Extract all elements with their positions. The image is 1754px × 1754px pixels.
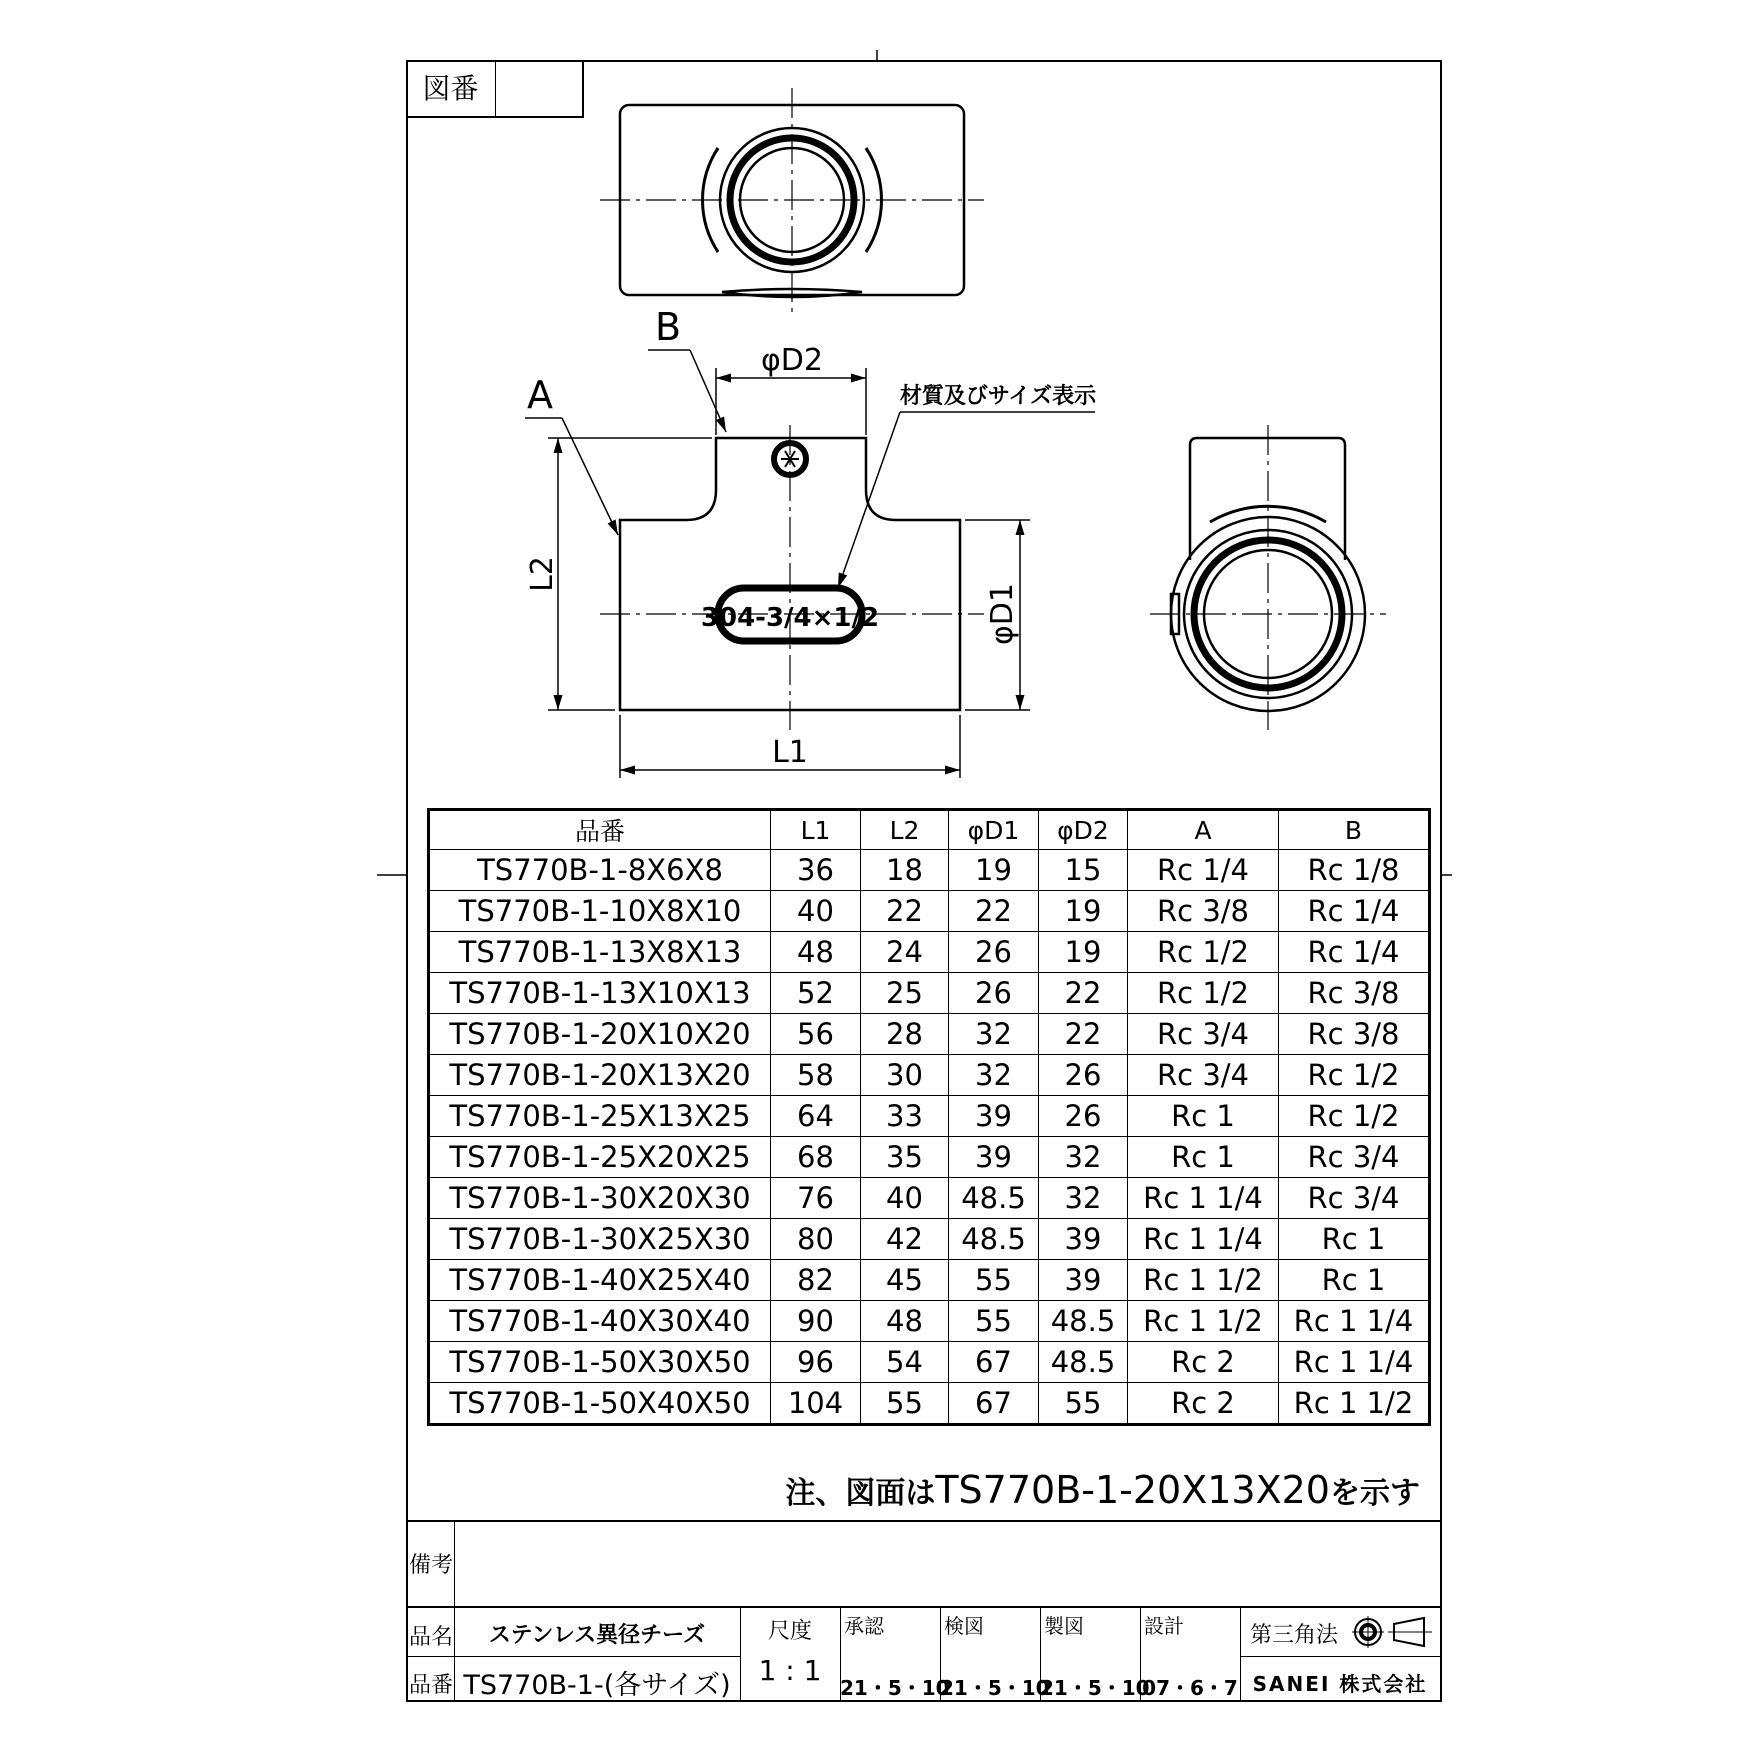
cell: Rc 3/4 xyxy=(1128,1055,1279,1096)
checked-label: 検図 xyxy=(944,1614,984,1638)
table-row xyxy=(429,1137,1430,1178)
note-suffix: を示す xyxy=(1330,1476,1420,1511)
cell: 90 xyxy=(771,1301,861,1342)
cell: 76 xyxy=(771,1178,861,1219)
top-view xyxy=(600,88,984,312)
cell: Rc 1/4 xyxy=(1279,891,1430,932)
title-block xyxy=(406,1520,1442,1702)
cell: TS770B-1-25X20X25 xyxy=(429,1137,771,1178)
cell: 32 xyxy=(949,1055,1039,1096)
header-part-number: 品番 xyxy=(429,810,771,850)
cell: TS770B-1-8X6X8 xyxy=(429,850,771,891)
cell: 55 xyxy=(1039,1383,1128,1425)
side-view xyxy=(1150,425,1386,730)
cell: Rc 3/4 xyxy=(1128,1014,1279,1055)
number-label: 品番 xyxy=(408,1673,453,1698)
cell: TS770B-1-13X8X13 xyxy=(429,932,771,973)
table-row xyxy=(429,1014,1430,1055)
cell: 26 xyxy=(949,973,1039,1014)
remarks-label: 備考 xyxy=(408,1553,453,1578)
cell: 82 xyxy=(771,1260,861,1301)
cell: 28 xyxy=(861,1014,949,1055)
cell: TS770B-1-13X10X13 xyxy=(429,973,771,1014)
cell: 33 xyxy=(861,1096,949,1137)
cell: Rc 1/4 xyxy=(1279,932,1430,973)
table-row xyxy=(429,1055,1430,1096)
cell: TS770B-1-20X10X20 xyxy=(429,1014,771,1055)
name-label: 品名 xyxy=(408,1625,453,1650)
cell: 68 xyxy=(771,1137,861,1178)
cell: TS770B-1-25X13X25 xyxy=(429,1096,771,1137)
cell: 22 xyxy=(1039,973,1128,1014)
cell: Rc 1/2 xyxy=(1128,973,1279,1014)
cell: 55 xyxy=(949,1301,1039,1342)
cell: 52 xyxy=(771,973,861,1014)
note-model: TS770B-1-20X13X20 xyxy=(935,1468,1330,1512)
dimension-table xyxy=(427,808,1431,1426)
cell: 104 xyxy=(771,1383,861,1425)
drawing-note xyxy=(700,1468,1420,1512)
cell: 22 xyxy=(1039,1014,1128,1055)
cell: 32 xyxy=(1039,1137,1128,1178)
approved-date: 21・5・10 xyxy=(840,1676,950,1700)
cell: Rc 1/8 xyxy=(1279,850,1430,891)
cell: TS770B-1-40X30X40 xyxy=(429,1301,771,1342)
cell: 39 xyxy=(1039,1260,1128,1301)
cell: Rc 3/4 xyxy=(1279,1137,1430,1178)
scale-value: 1 : 1 xyxy=(758,1654,822,1687)
front-view xyxy=(600,425,984,730)
drawn-label: 製図 xyxy=(1044,1614,1084,1638)
cell: TS770B-1-50X40X50 xyxy=(429,1383,771,1425)
cell: Rc 1 1/4 xyxy=(1279,1342,1430,1383)
cell: 22 xyxy=(949,891,1039,932)
cell: 48.5 xyxy=(1039,1301,1128,1342)
table-row xyxy=(429,850,1430,891)
cell: 19 xyxy=(1039,891,1128,932)
table-row xyxy=(429,1383,1430,1425)
label-l2: L2 xyxy=(525,556,560,592)
cell: 55 xyxy=(949,1260,1039,1301)
label-a: A xyxy=(527,373,553,417)
cell: 26 xyxy=(1039,1055,1128,1096)
cell: 64 xyxy=(771,1096,861,1137)
designed-label: 設計 xyxy=(1144,1614,1184,1638)
label-l1: L1 xyxy=(772,735,808,770)
cell: 18 xyxy=(861,850,949,891)
header-b: B xyxy=(1279,810,1430,850)
cell: 96 xyxy=(771,1342,861,1383)
approved-label: 承認 xyxy=(844,1614,884,1638)
cell: Rc 1 xyxy=(1279,1260,1430,1301)
cell: Rc 3/8 xyxy=(1279,973,1430,1014)
label-d2: φD2 xyxy=(761,343,823,378)
cell: 19 xyxy=(949,850,1039,891)
cell: 56 xyxy=(771,1014,861,1055)
drawn-date: 21・5・10 xyxy=(1040,1676,1150,1700)
cell: TS770B-1-40X25X40 xyxy=(429,1260,771,1301)
projection-label: 第三角法 xyxy=(1250,1623,1339,1648)
cell: Rc 2 xyxy=(1128,1383,1279,1425)
header-l2: L2 xyxy=(861,810,949,850)
cell: Rc 1 1/2 xyxy=(1128,1301,1279,1342)
cell: 39 xyxy=(949,1137,1039,1178)
cell: 40 xyxy=(771,891,861,932)
checked-date: 21・5・10 xyxy=(940,1676,1050,1700)
cell: 32 xyxy=(949,1014,1039,1055)
cell: 45 xyxy=(861,1260,949,1301)
cell: 48.5 xyxy=(949,1219,1039,1260)
cell: 32 xyxy=(1039,1178,1128,1219)
cell: Rc 3/8 xyxy=(1279,1014,1430,1055)
cell: Rc 3/8 xyxy=(1128,891,1279,932)
cell: 25 xyxy=(861,973,949,1014)
cell: 48 xyxy=(861,1301,949,1342)
label-b: B xyxy=(654,305,682,349)
cell: Rc 1 1/4 xyxy=(1128,1178,1279,1219)
cell: 55 xyxy=(861,1383,949,1425)
cell: 26 xyxy=(949,932,1039,973)
table-row xyxy=(429,1342,1430,1383)
cell: 19 xyxy=(1039,932,1128,973)
dimension-lines xyxy=(525,350,1095,778)
cell: Rc 3/4 xyxy=(1279,1178,1430,1219)
cell: Rc 1 xyxy=(1128,1096,1279,1137)
cell: 67 xyxy=(949,1342,1039,1383)
cell: 80 xyxy=(771,1219,861,1260)
table-row xyxy=(429,1219,1430,1260)
number-value: TS770B-1-(各サイズ) xyxy=(463,1670,731,1701)
cell: Rc 1/2 xyxy=(1279,1055,1430,1096)
cell: 39 xyxy=(1039,1219,1128,1260)
scale-label: 尺度 xyxy=(767,1619,812,1644)
material-callout: 材質及びサイズ表示 xyxy=(899,384,1097,409)
table-row xyxy=(429,1301,1430,1342)
third-angle-projection-icon xyxy=(1352,1614,1436,1650)
cell: Rc 1/4 xyxy=(1128,850,1279,891)
cell: Rc 1 1/2 xyxy=(1128,1260,1279,1301)
cell: Rc 1/2 xyxy=(1279,1096,1430,1137)
drawing-number-label: 図番 xyxy=(406,60,496,118)
header-d2: φD2 xyxy=(1039,810,1128,850)
cell: Rc 1 xyxy=(1279,1219,1430,1260)
cell: TS770B-1-30X25X30 xyxy=(429,1219,771,1260)
table-row xyxy=(429,1096,1430,1137)
cell: Rc 1 1/4 xyxy=(1279,1301,1430,1342)
cell: 39 xyxy=(949,1096,1039,1137)
cell: 48.5 xyxy=(949,1178,1039,1219)
name-value: ステンレス異径チーズ xyxy=(488,1623,706,1648)
cell: 36 xyxy=(771,850,861,891)
cell: 26 xyxy=(1039,1096,1128,1137)
table-row xyxy=(429,973,1430,1014)
cell: 48 xyxy=(771,932,861,973)
center-marks xyxy=(377,50,1452,875)
cell: 15 xyxy=(1039,850,1128,891)
cell: 24 xyxy=(861,932,949,973)
company-name: SANEI 株式会社 xyxy=(1252,1672,1428,1696)
cell: TS770B-1-30X20X30 xyxy=(429,1178,771,1219)
note-prefix: 注、図面は xyxy=(785,1476,936,1511)
cell: 22 xyxy=(861,891,949,932)
marking-text: 304-3/4×1/2 xyxy=(700,603,880,633)
cell: 48.5 xyxy=(1039,1342,1128,1383)
cell: 42 xyxy=(861,1219,949,1260)
cell: Rc 1 1/4 xyxy=(1128,1219,1279,1260)
header-d1: φD1 xyxy=(949,810,1039,850)
cell: Rc 1 xyxy=(1128,1137,1279,1178)
cell: 30 xyxy=(861,1055,949,1096)
table-header-row xyxy=(429,810,1430,850)
designed-date: 07・6・7 xyxy=(1142,1676,1238,1700)
header-a: A xyxy=(1128,810,1279,850)
cell: TS770B-1-20X13X20 xyxy=(429,1055,771,1096)
cell: Rc 2 xyxy=(1128,1342,1279,1383)
cell: 54 xyxy=(861,1342,949,1383)
cell: 67 xyxy=(949,1383,1039,1425)
cell: Rc 1 1/2 xyxy=(1279,1383,1430,1425)
table-row xyxy=(429,932,1430,973)
header-l1: L1 xyxy=(771,810,861,850)
cell: 40 xyxy=(861,1178,949,1219)
cell: TS770B-1-50X30X50 xyxy=(429,1342,771,1383)
cell: 35 xyxy=(861,1137,949,1178)
label-d1: φD1 xyxy=(985,583,1020,645)
table-row xyxy=(429,1260,1430,1301)
table-row xyxy=(429,1178,1430,1219)
table-row xyxy=(429,891,1430,932)
cell: Rc 1/2 xyxy=(1128,932,1279,973)
cell: TS770B-1-10X8X10 xyxy=(429,891,771,932)
cell: 58 xyxy=(771,1055,861,1096)
